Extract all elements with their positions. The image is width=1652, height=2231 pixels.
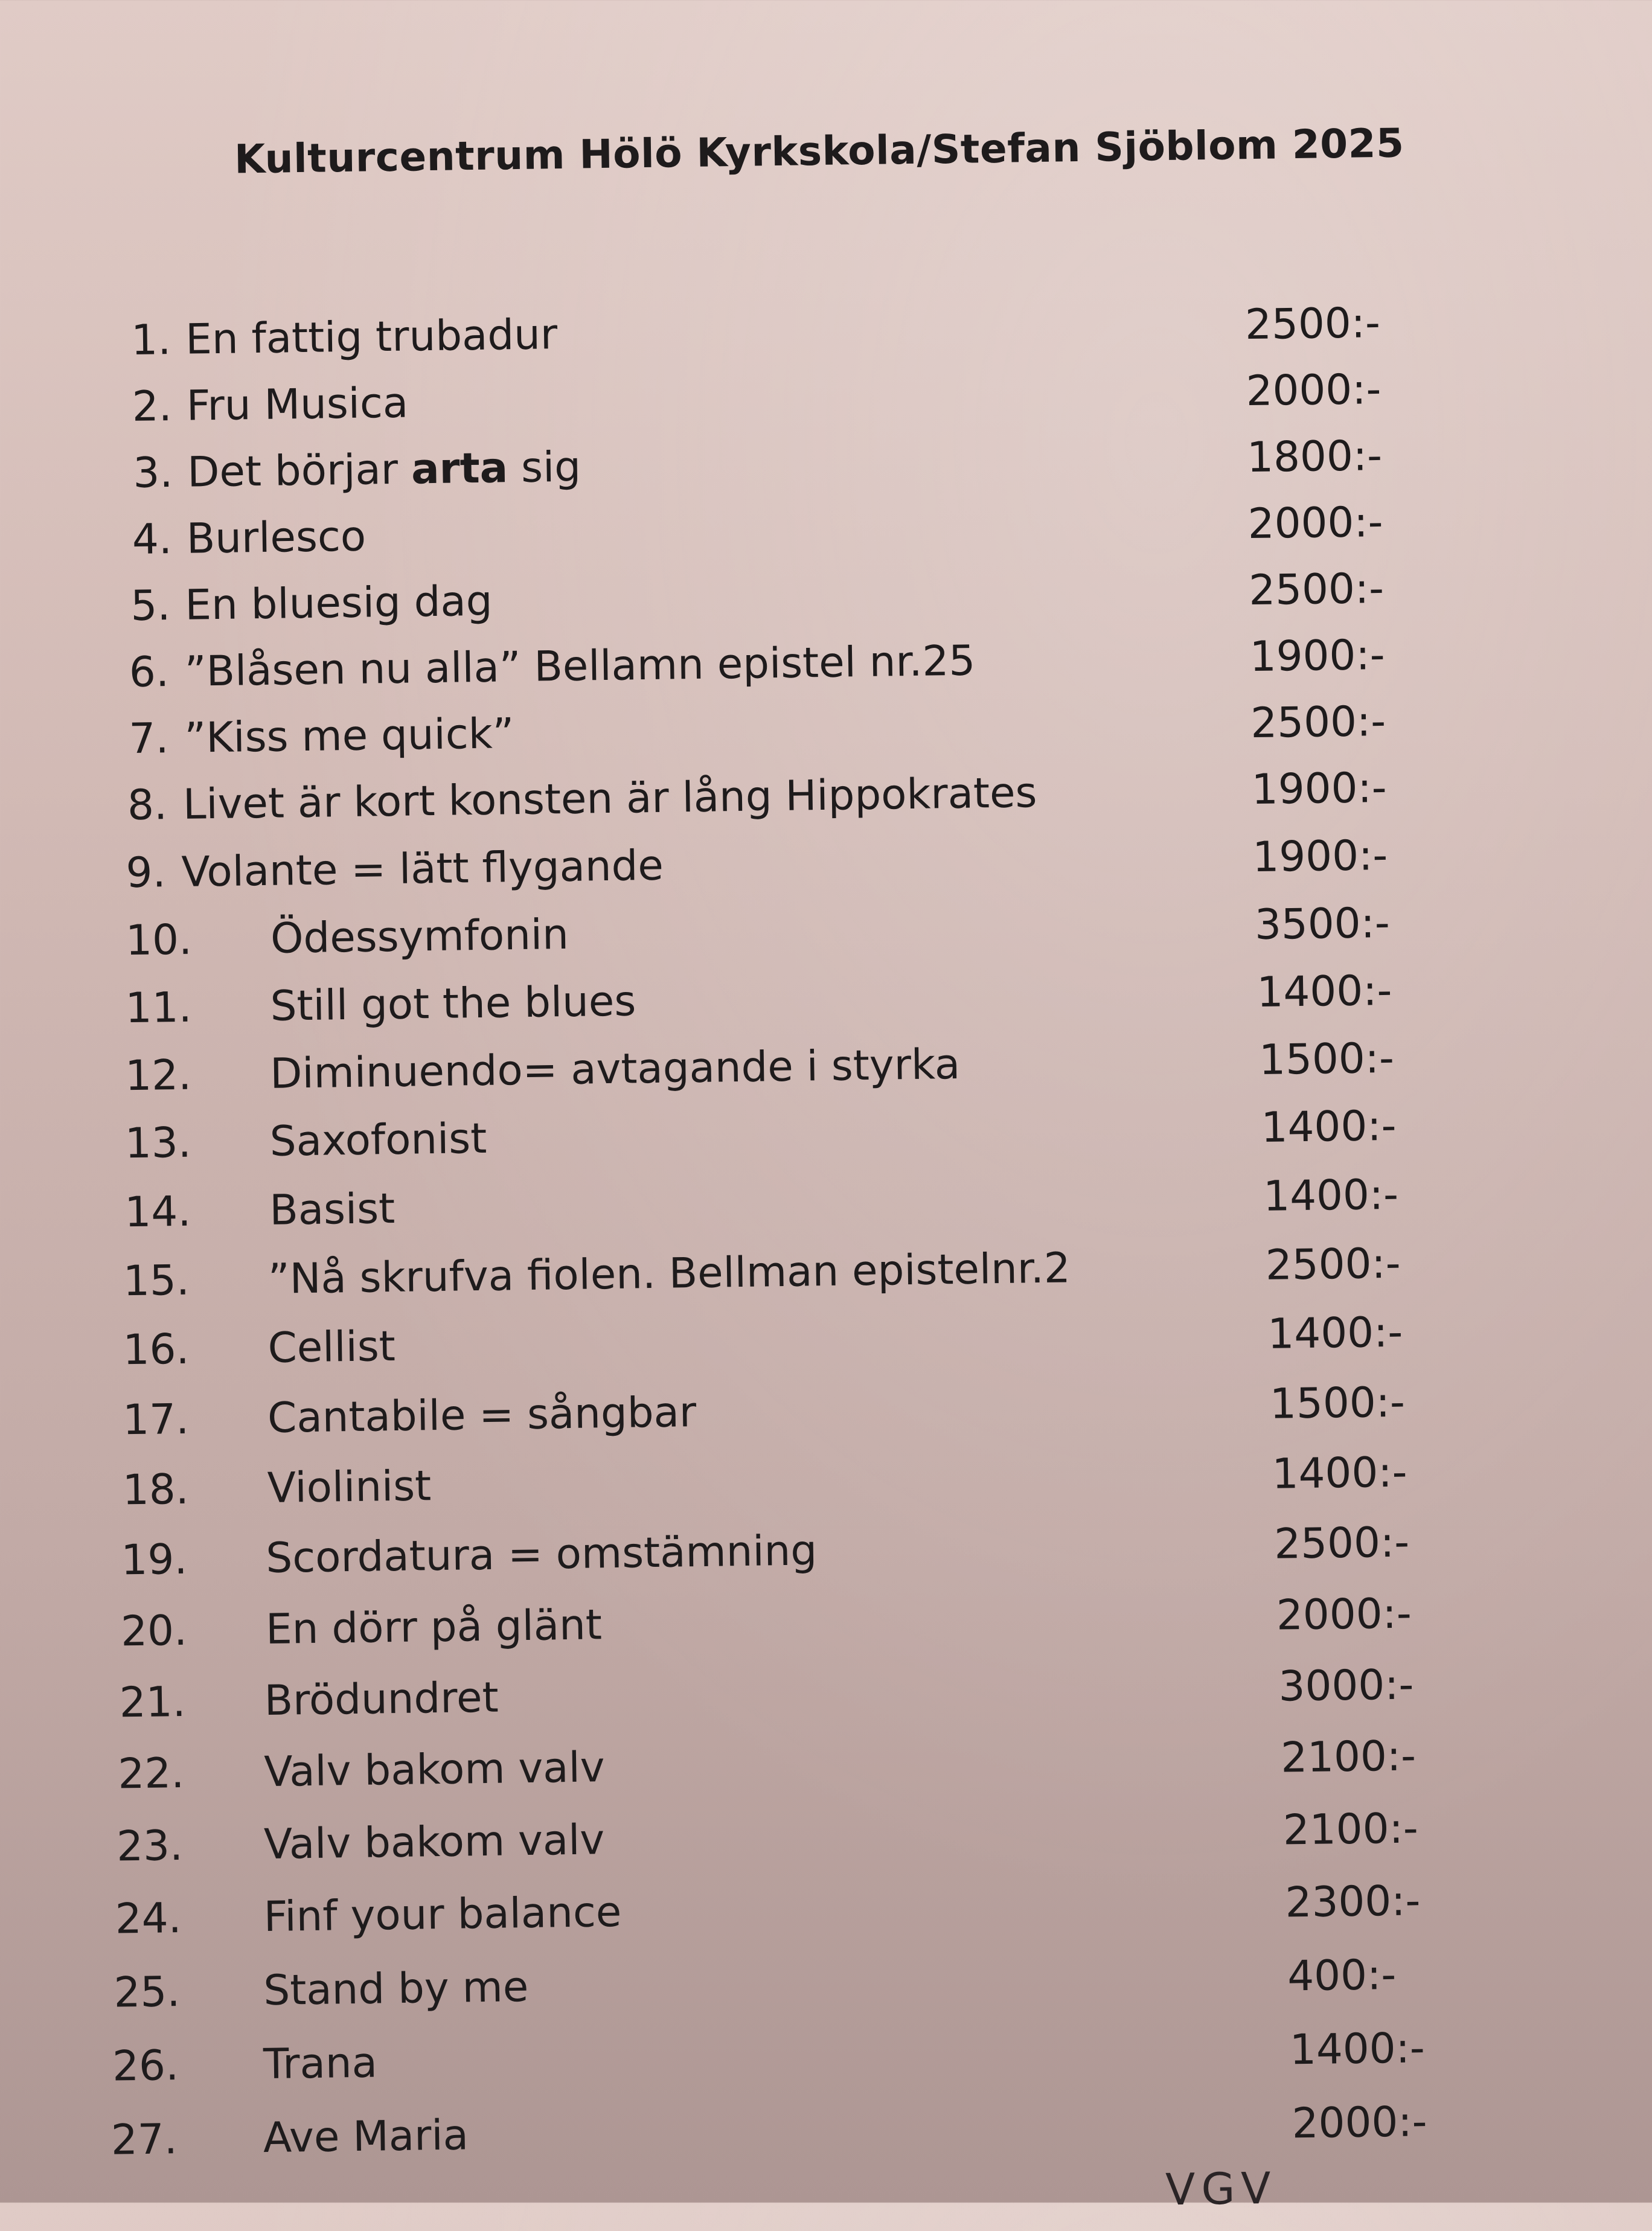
item-number: 11. <box>125 983 193 1033</box>
item-price: 1400:- <box>1272 1448 1407 1499</box>
list-item <box>131 297 1520 377</box>
item-number: 20. <box>120 1606 188 1656</box>
item-number: 21. <box>119 1677 187 1727</box>
list-item <box>123 1377 1512 1456</box>
item-title: En bluesig dag <box>184 577 493 630</box>
item-number: 4. <box>132 515 173 564</box>
item-title: Diminuendo= avtagande i styrka <box>269 1040 961 1098</box>
item-title: Ave Maria <box>263 2111 469 2163</box>
item-number: 2. <box>132 382 173 431</box>
list-item <box>125 1032 1514 1112</box>
item-title: Valv bakom valv <box>263 1816 605 1869</box>
item-title: En dörr på glänt <box>265 1601 603 1654</box>
item-number: 23. <box>116 1821 184 1871</box>
item-title: Violinist <box>267 1462 432 1512</box>
list-item <box>132 363 1521 443</box>
item-price: 2500:- <box>1244 299 1381 350</box>
item-number: 24. <box>115 1894 182 1944</box>
list-item <box>132 496 1521 576</box>
list-item <box>126 897 1515 977</box>
list-item <box>130 563 1520 642</box>
item-price: 1400:- <box>1289 2024 1426 2075</box>
list-item <box>133 430 1522 510</box>
item-number: 14. <box>124 1187 191 1237</box>
list-item <box>121 1588 1510 1668</box>
item-number: 26. <box>112 2041 179 2091</box>
item-title-end: sig <box>507 443 581 493</box>
item-price: 1900:- <box>1249 631 1386 682</box>
list-item <box>112 2023 1502 2103</box>
item-price: 1400:- <box>1267 1308 1403 1359</box>
item-price: 1500:- <box>1258 1034 1395 1084</box>
item-title: Cantabile = sångbar <box>267 1388 697 1442</box>
list-item <box>127 762 1516 842</box>
item-price: 1400:- <box>1263 1170 1399 1221</box>
item-number: 13. <box>124 1118 192 1168</box>
list-item <box>125 965 1514 1045</box>
item-number: 19. <box>120 1535 188 1585</box>
item-price: 1400:- <box>1256 966 1392 1017</box>
list-item <box>124 1100 1514 1180</box>
item-price: 2100:- <box>1280 1732 1417 1782</box>
item-price: 1400:- <box>1261 1101 1397 1152</box>
item-price: 1900:- <box>1251 763 1388 815</box>
item-number: 8. <box>127 781 168 830</box>
item-title: Valv bakom valv <box>263 1743 606 1797</box>
list-item <box>117 1803 1506 1883</box>
item-price: 2000:- <box>1247 498 1384 549</box>
item-price: 2500:- <box>1248 565 1385 615</box>
list-item <box>124 1169 1514 1249</box>
item-price: 2000:- <box>1292 2098 1428 2148</box>
item-number: 12. <box>124 1051 192 1101</box>
item-price: 2000:- <box>1246 365 1381 416</box>
item-price: 3000:- <box>1278 1660 1414 1711</box>
item-title: Stand by me <box>263 1963 529 2015</box>
item-title: ”Blåsen nu alla” Bellamn epistel nr.25 <box>184 636 976 696</box>
item-number: 27. <box>110 2115 178 2165</box>
item-price: 1800:- <box>1246 432 1383 482</box>
item-title: ”Kiss me quick” <box>184 709 514 763</box>
list-item <box>123 1307 1512 1386</box>
item-title: Fru Musica <box>186 379 409 431</box>
item-price: 2300:- <box>1285 1877 1421 1927</box>
item-price: 2000:- <box>1276 1589 1412 1640</box>
item-price: 1500:- <box>1269 1378 1406 1429</box>
list-item <box>122 1447 1511 1526</box>
item-title: Cellist <box>267 1322 396 1372</box>
item-title-bold-word: arta <box>411 444 508 494</box>
item-title: Finf your balance <box>263 1887 622 1942</box>
cut-off-text: VGV <box>1165 2162 1278 2215</box>
item-number: 16. <box>123 1325 190 1375</box>
item-title <box>187 443 581 497</box>
list-item <box>123 1238 1512 1317</box>
item-price: 2500:- <box>1250 697 1386 748</box>
list-item <box>118 1730 1507 1810</box>
item-number: 1. <box>130 316 171 365</box>
document-title: Kulturcentrum Hölö Kyrkskola/Stefan Sjöblom 2025 <box>234 120 1405 183</box>
item-title: Trana <box>263 2038 378 2089</box>
list-item <box>121 1517 1510 1596</box>
item-title: Scordatura = omstämning <box>265 1526 818 1583</box>
list-item <box>114 1950 1503 2029</box>
item-price: 400:- <box>1287 1950 1397 2001</box>
item-price: 2500:- <box>1265 1239 1401 1290</box>
list-item <box>110 2097 1500 2177</box>
item-number: 10. <box>125 915 193 965</box>
item-number: 25. <box>113 1968 181 2017</box>
item-number: 17. <box>122 1395 190 1445</box>
list-item <box>119 1659 1508 1739</box>
item-number: 15. <box>123 1256 190 1306</box>
item-title: Volante = lätt flygande <box>181 841 664 897</box>
item-title: Livet är kort konsten är lång Hippokrates <box>182 769 1038 829</box>
list-item <box>129 696 1518 775</box>
item-number: 9. <box>126 848 167 898</box>
item-title: En fattig trubadur <box>185 310 558 364</box>
item-price: 2500:- <box>1273 1518 1410 1569</box>
item-title: Ödessymfonin <box>270 910 569 963</box>
item-title: Still got the blues <box>270 977 636 1031</box>
item-title: Saxofonist <box>269 1114 487 1166</box>
item-title: Brödundret <box>264 1673 499 1726</box>
list-item <box>115 1875 1504 1955</box>
item-number: 7. <box>128 714 169 764</box>
item-title-start: Det börjar <box>187 445 412 497</box>
item-title: ”Nå skrufva fiolen. Bellman epistelnr.2 <box>267 1244 1071 1304</box>
item-number: 18. <box>122 1465 190 1515</box>
item-number: 5. <box>130 581 171 630</box>
item-price: 1900:- <box>1252 831 1388 882</box>
item-number: 3. <box>132 449 173 498</box>
item-price: 2100:- <box>1282 1804 1419 1855</box>
item-number: 6. <box>129 648 170 697</box>
item-price: 3500:- <box>1254 898 1391 950</box>
item-title: Burlesco <box>186 512 367 563</box>
item-title: Basist <box>269 1184 395 1235</box>
list-item <box>126 830 1515 909</box>
item-number: 22. <box>117 1749 185 1799</box>
list-item <box>129 629 1518 709</box>
